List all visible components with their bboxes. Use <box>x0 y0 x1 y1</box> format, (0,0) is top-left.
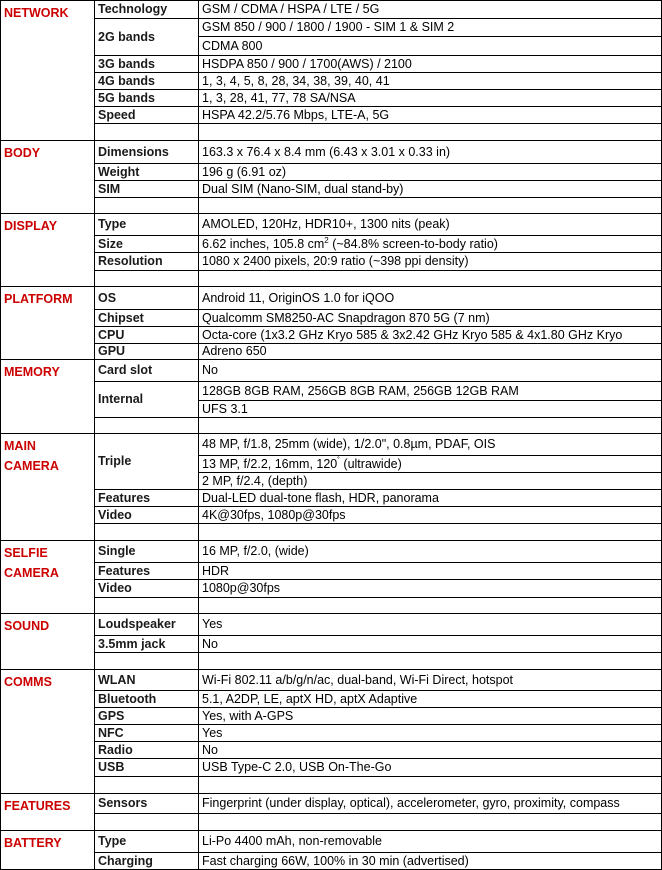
spec-value: No <box>202 363 218 377</box>
spec-label: Video <box>98 508 132 522</box>
spec-value: Wi-Fi 802.11 a/b/g/n/ac, dual-band, Wi-Fi Direct, hotspot <box>202 673 514 687</box>
spec-value: Adreno 650 <box>202 344 267 358</box>
spec-value: 1080p@30fps <box>202 581 281 595</box>
section-category: FEATURES <box>4 799 71 813</box>
spec-value: 128GB 8GB RAM, 256GB 8GB RAM, 256GB 12GB RAM <box>202 384 519 398</box>
spec-value: 5.1, A2DP, LE, aptX HD, aptX Adaptive <box>202 692 418 706</box>
section-category: MAIN CAMERA <box>4 439 59 473</box>
section-category: BATTERY <box>4 836 62 850</box>
section-category: DISPLAY <box>4 219 58 233</box>
spec-value: 163.3 x 76.4 x 8.4 mm (6.43 x 3.01 x 0.33 in) <box>202 145 451 159</box>
spec-label: 3.5mm jack <box>98 637 166 651</box>
spec-value: HSPA 42.2/5.76 Mbps, LTE-A, 5G <box>202 108 390 122</box>
spec-label: 2G bands <box>98 30 155 44</box>
spec-label: Technology <box>98 2 168 16</box>
row-divider <box>94 417 661 418</box>
spec-value: No <box>202 743 218 757</box>
spec-value: 1080 x 2400 pixels, 20:9 ratio (~398 ppi density) <box>202 254 469 268</box>
section-category: SELFIE CAMERA <box>4 546 59 580</box>
spec-label: Features <box>98 491 151 505</box>
spec-value: No <box>202 637 218 651</box>
spec-value: 1, 3, 28, 41, 77, 78 SA/NSA <box>202 91 356 105</box>
spec-value: Yes <box>202 617 223 631</box>
spec-value: Android 11, OriginOS 1.0 for iQOO <box>202 291 395 305</box>
row-divider <box>94 813 661 814</box>
spec-value: UFS 3.1 <box>202 402 248 416</box>
spec-value: AMOLED, 120Hz, HDR10+, 1300 nits (peak) <box>202 217 450 231</box>
spec-value: CDMA 800 <box>202 39 263 53</box>
spec-value: GSM 850 / 900 / 1800 / 1900 - SIM 1 & SIM 2 <box>202 20 455 34</box>
spec-label: Weight <box>98 165 140 179</box>
spec-value: Qualcomm SM8250-AC Snapdragon 870 5G (7 nm) <box>202 311 490 325</box>
section-category: NETWORK <box>4 6 69 20</box>
spec-label: OS <box>98 291 117 305</box>
row-divider <box>94 597 661 598</box>
spec-value: Yes <box>202 726 223 740</box>
spec-label: GPU <box>98 344 126 358</box>
spec-label: Features <box>98 564 151 578</box>
spec-label: Sensors <box>98 796 148 810</box>
spec-value: Octa-core (1x3.2 GHz Kryo 585 & 3x2.42 GHz Kryo 585 & 4x1.80 GHz Kryo <box>202 328 623 342</box>
spec-label: Bluetooth <box>98 692 157 706</box>
spec-label: Single <box>98 544 136 558</box>
spec-value: 1, 3, 4, 5, 8, 28, 34, 38, 39, 40, 41 <box>202 74 390 88</box>
row-divider <box>94 123 661 124</box>
row-divider <box>94 270 661 271</box>
section-category: SOUND <box>4 619 50 633</box>
spec-label: Dimensions <box>98 145 169 159</box>
row-divider <box>94 197 661 198</box>
spec-label: Speed <box>98 108 136 122</box>
spec-value: USB Type-C 2.0, USB On-The-Go <box>202 760 392 774</box>
spec-label: Loudspeaker <box>98 617 176 631</box>
spec-value: HDR <box>202 564 230 578</box>
spec-value: HSDPA 850 / 900 / 1700(AWS) / 2100 <box>202 57 412 71</box>
spec-label: Triple <box>98 454 132 468</box>
spec-value: 48 MP, f/1.8, 25mm (wide), 1/2.0", 0.8µm, PDAF, OIS <box>202 437 496 451</box>
spec-label: Resolution <box>98 254 163 268</box>
spec-label: 3G bands <box>98 57 155 71</box>
spec-value: Fingerprint (under display, optical), accelerometer, gyro, proximity, compass <box>202 796 620 810</box>
spec-label: USB <box>98 760 125 774</box>
spec-value: GSM / CDMA / HSPA / LTE / 5G <box>202 2 380 16</box>
spec-value: 6.62 inches, 105.8 $cm^2$ (~84.8% screen-to-body ratio) <box>202 235 498 251</box>
section-category: BODY <box>4 146 41 160</box>
spec-label: WLAN <box>98 673 136 687</box>
spec-label: Size <box>98 237 124 251</box>
spec-value: Dual SIM (Nano-SIM, dual stand-by) <box>202 182 404 196</box>
spec-value: 2 MP, f/2.4, (depth) <box>202 474 308 488</box>
spec-value: 4K@30fps, 1080p@30fps <box>202 508 346 522</box>
row-divider <box>94 652 661 653</box>
spec-value: 16 MP, f/2.0, (wide) <box>202 544 309 558</box>
spec-label: Video <box>98 581 132 595</box>
spec-value: Li-Po 4400 mAh, non-removable <box>202 834 382 848</box>
spec-value: 13 MP, f/2.2, 16mm, 120˚ (ultrawide) <box>202 455 402 471</box>
spec-value: Dual-LED dual-tone flash, HDR, panorama <box>202 491 439 505</box>
spec-label: NFC <box>98 726 124 740</box>
spec-value: Fast charging 66W, 100% in 30 min (advertised) <box>202 854 469 868</box>
section-category: MEMORY <box>4 365 60 379</box>
spec-label: 4G bands <box>98 74 155 88</box>
spec-value: Yes, with A-GPS <box>202 709 294 723</box>
spec-label: Card slot <box>98 363 153 377</box>
spec-label: CPU <box>98 328 125 342</box>
spec-label: Type <box>98 217 127 231</box>
row-divider <box>94 776 661 777</box>
spec-label: Internal <box>98 392 144 406</box>
spec-label: Radio <box>98 743 133 757</box>
spec-label: Charging <box>98 854 153 868</box>
spec-label: SIM <box>98 182 121 196</box>
spec-label: Chipset <box>98 311 144 325</box>
section-category: PLATFORM <box>4 292 73 306</box>
row-divider <box>94 523 661 524</box>
spec-label: 5G bands <box>98 91 155 105</box>
spec-value: 196 g (6.91 oz) <box>202 165 287 179</box>
spec-label: Type <box>98 834 127 848</box>
section-category: COMMS <box>4 675 52 689</box>
spec-label: GPS <box>98 709 125 723</box>
